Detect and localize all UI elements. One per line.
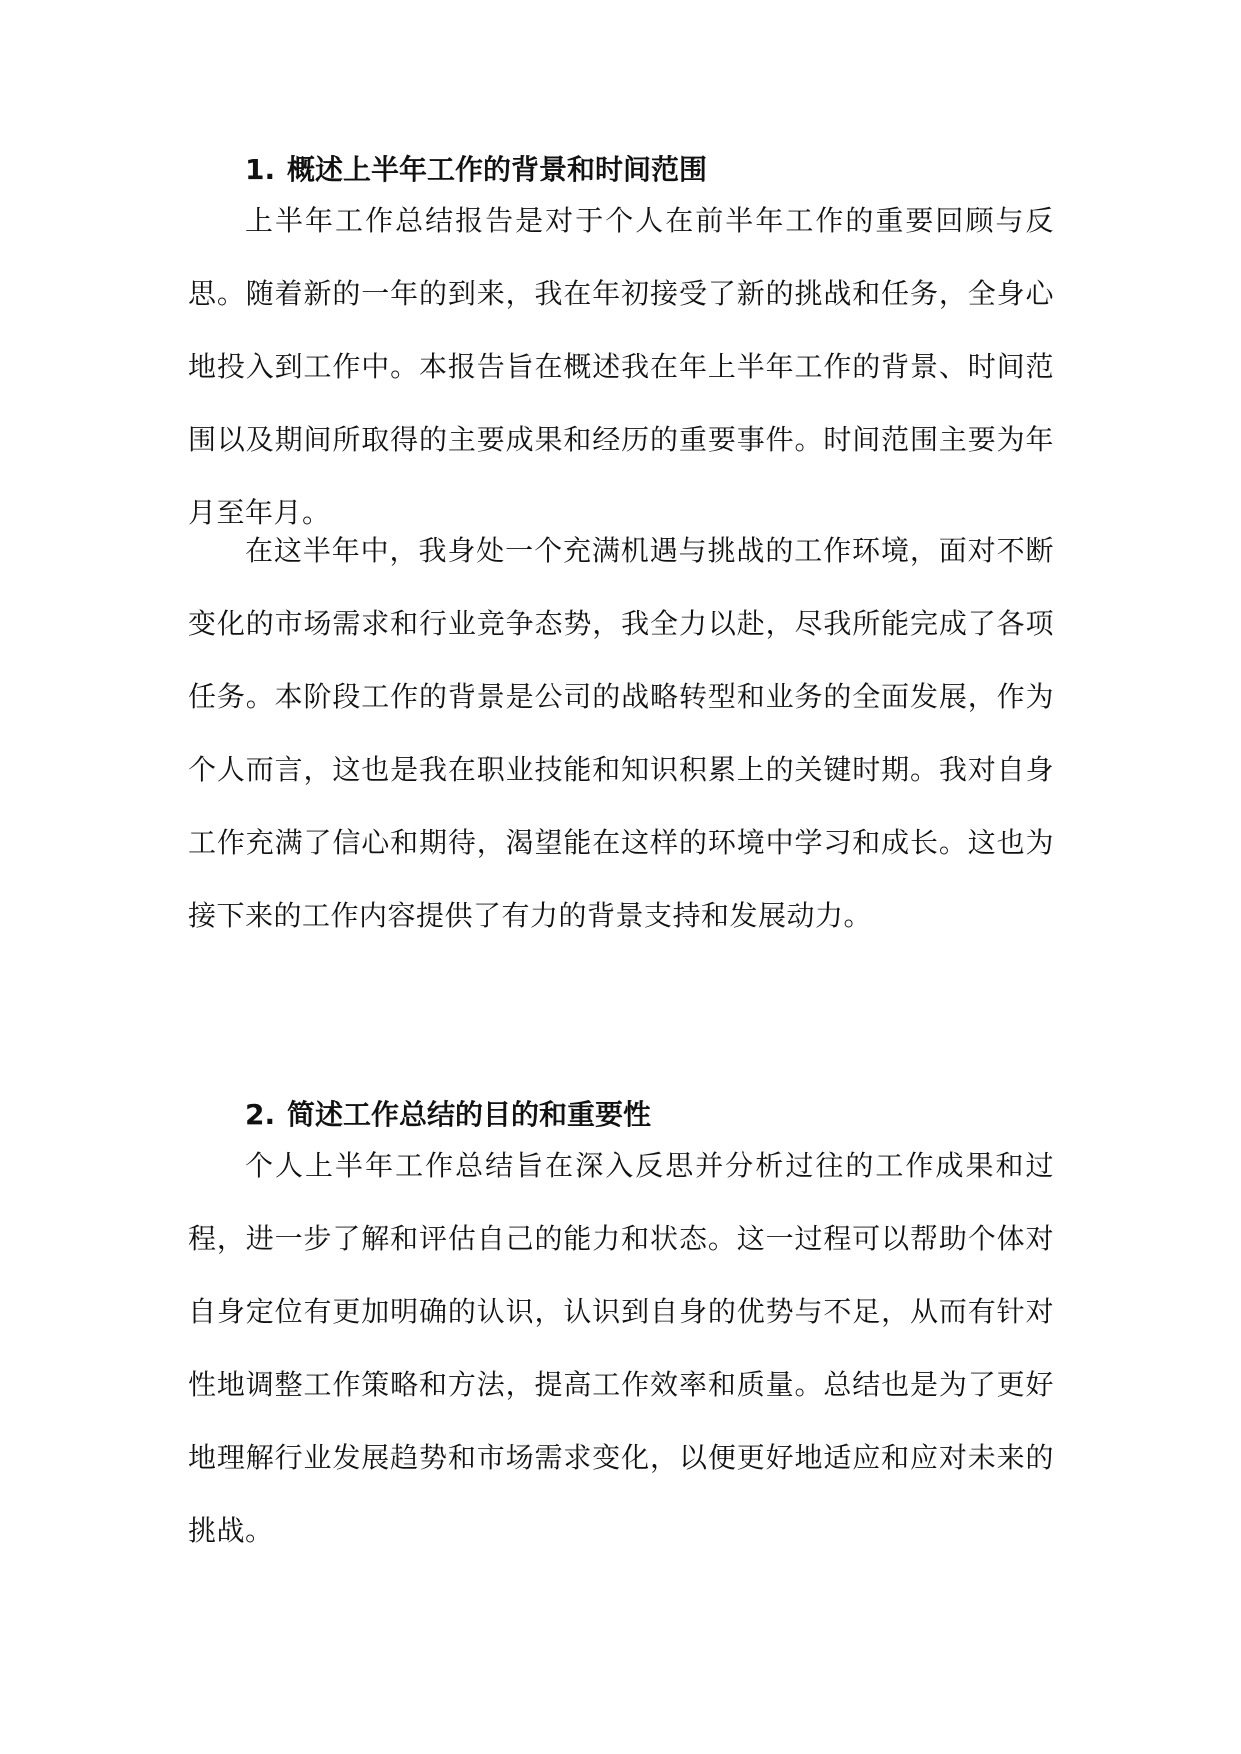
section-title-2: 简述工作总结的目的和重要性 bbox=[287, 1098, 652, 1131]
section-title-1: 概述上半年工作的背景和时间范围 bbox=[287, 153, 708, 186]
section-1-paragraph-2: 在这半年中，我身处一个充满机遇与挑战的工作环境，面对不断变化的市场需求和行业竞争态势，我全力以赴，尽我所能完成了各项任务。本阶段工作的背景是公司的战略转型和业务的全面发展，作为个人而言，这也是我在职业技能和知识积累上的关键时期。我对自身工作充满了信心和期待，渴望能在这样的环境中学习和成长。这也为接下来的工作内容提供了有力的背景支持和发展动力。 bbox=[188, 534, 1054, 932]
section-1-paragraph-1: 上半年工作总结报告是对于个人在前半年工作的重要回顾与反思。随着新的一年的到来，我在年初接受了新的挑战和任务，全身心地投入到工作中。本报告旨在概述我在年上半年工作的背景、时间范围以及期间所取得的主要成果和经历的重要事件。时间范围主要为年月至年月。 bbox=[188, 204, 1054, 529]
section-2-paragraph-1: 个人上半年工作总结旨在深入反思并分析过往的工作成果和过程，进一步了解和评估自己的能力和状态。这一过程可以帮助个体对自身定位有更加明确的认识，认识到自身的优势与不足，从而有针对性地调整工作策略和方法，提高工作效率和质量。总结也是为了更好地理解行业发展趋势和市场需求变化，以便更好地适应和应对未来的挑战。 bbox=[188, 1149, 1054, 1547]
section-number-1: 1. bbox=[245, 153, 276, 186]
section-number-2: 2. bbox=[245, 1098, 276, 1131]
